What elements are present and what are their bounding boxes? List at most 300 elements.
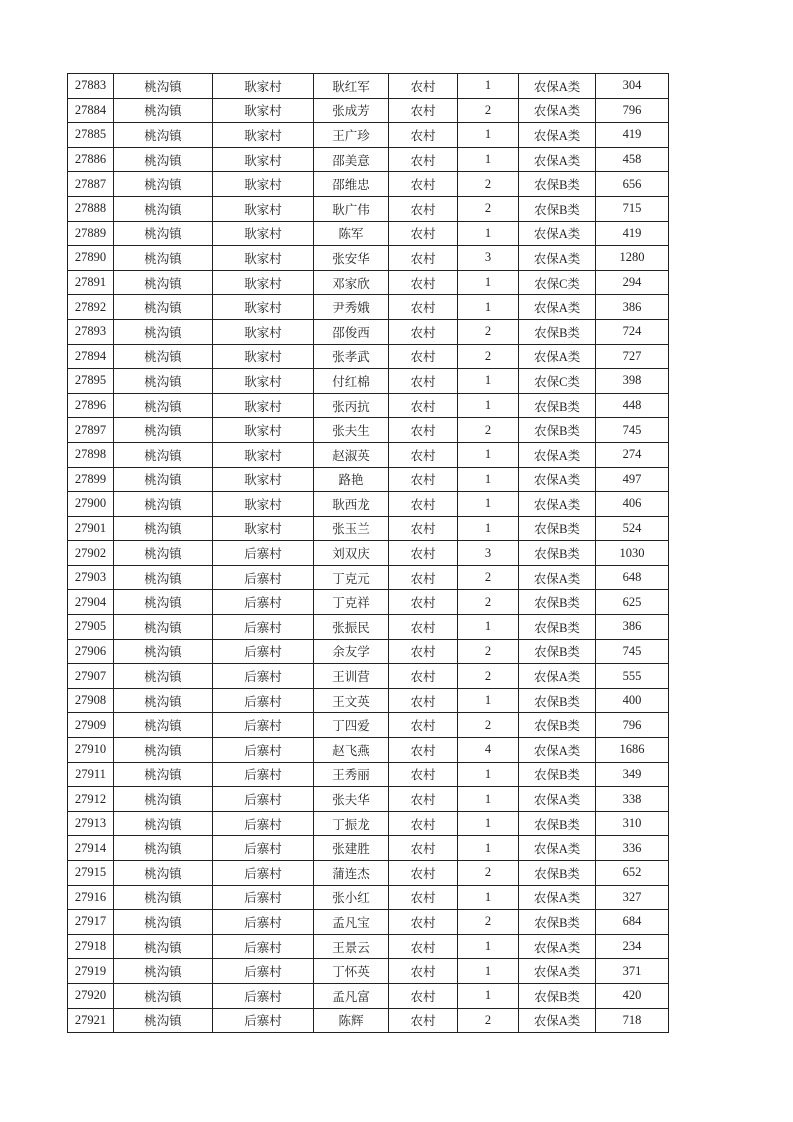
cell-amount: 727 — [596, 344, 669, 369]
cell-name: 余友学 — [314, 639, 389, 664]
cell-id: 27907 — [68, 664, 114, 689]
cell-type: 农村 — [389, 270, 458, 295]
cell-town: 桃沟镇 — [114, 147, 213, 172]
cell-village: 后寨村 — [213, 836, 314, 861]
cell-people: 1 — [458, 270, 519, 295]
cell-category: 农保A类 — [519, 885, 596, 910]
cell-name: 王广珍 — [314, 123, 389, 148]
cell-id: 27894 — [68, 344, 114, 369]
cell-village: 耿家村 — [213, 98, 314, 123]
cell-amount: 684 — [596, 910, 669, 935]
cell-id: 27915 — [68, 861, 114, 886]
table-row — [68, 541, 669, 566]
cell-people: 4 — [458, 738, 519, 763]
cell-name: 邵美意 — [314, 147, 389, 172]
table-row — [68, 590, 669, 615]
cell-id: 27920 — [68, 983, 114, 1008]
cell-category: 农保A类 — [519, 246, 596, 271]
cell-id: 27908 — [68, 688, 114, 713]
cell-town: 桃沟镇 — [114, 590, 213, 615]
cell-id: 27918 — [68, 934, 114, 959]
cell-id: 27895 — [68, 369, 114, 394]
cell-village: 后寨村 — [213, 910, 314, 935]
cell-name: 张玉兰 — [314, 516, 389, 541]
cell-amount: 448 — [596, 393, 669, 418]
cell-name: 张安华 — [314, 246, 389, 271]
cell-name: 丁四爱 — [314, 713, 389, 738]
cell-amount: 1280 — [596, 246, 669, 271]
table-row — [68, 762, 669, 787]
cell-town: 桃沟镇 — [114, 934, 213, 959]
cell-type: 农村 — [389, 98, 458, 123]
cell-village: 耿家村 — [213, 74, 314, 99]
cell-amount: 419 — [596, 123, 669, 148]
cell-id: 27886 — [68, 147, 114, 172]
cell-category: 农保A类 — [519, 738, 596, 763]
cell-amount: 458 — [596, 147, 669, 172]
cell-town: 桃沟镇 — [114, 442, 213, 467]
cell-id: 27893 — [68, 319, 114, 344]
cell-id: 27888 — [68, 196, 114, 221]
cell-name: 张成芳 — [314, 98, 389, 123]
cell-type: 农村 — [389, 688, 458, 713]
cell-amount: 386 — [596, 615, 669, 640]
cell-amount: 406 — [596, 492, 669, 517]
cell-id: 27890 — [68, 246, 114, 271]
cell-type: 农村 — [389, 836, 458, 861]
cell-type: 农村 — [389, 74, 458, 99]
cell-category: 农保A类 — [519, 74, 596, 99]
cell-name: 耿红军 — [314, 74, 389, 99]
cell-name: 王秀丽 — [314, 762, 389, 787]
cell-town: 桃沟镇 — [114, 885, 213, 910]
cell-village: 后寨村 — [213, 738, 314, 763]
cell-id: 27911 — [68, 762, 114, 787]
cell-category: 农保B类 — [519, 590, 596, 615]
cell-category: 农保A类 — [519, 934, 596, 959]
cell-id: 27916 — [68, 885, 114, 910]
cell-village: 耿家村 — [213, 467, 314, 492]
cell-town: 桃沟镇 — [114, 565, 213, 590]
cell-type: 农村 — [389, 295, 458, 320]
cell-village: 后寨村 — [213, 787, 314, 812]
cell-people: 1 — [458, 983, 519, 1008]
cell-name: 邵维忠 — [314, 172, 389, 197]
cell-name: 孟凡富 — [314, 983, 389, 1008]
cell-name: 王景云 — [314, 934, 389, 959]
cell-category: 农保A类 — [519, 565, 596, 590]
table-row — [68, 319, 669, 344]
cell-category: 农保B类 — [519, 393, 596, 418]
cell-type: 农村 — [389, 910, 458, 935]
cell-category: 农保B类 — [519, 762, 596, 787]
cell-type: 农村 — [389, 541, 458, 566]
cell-id: 27903 — [68, 565, 114, 590]
cell-id: 27896 — [68, 393, 114, 418]
cell-name: 张夫华 — [314, 787, 389, 812]
cell-people: 1 — [458, 147, 519, 172]
cell-people: 2 — [458, 565, 519, 590]
cell-village: 后寨村 — [213, 541, 314, 566]
cell-town: 桃沟镇 — [114, 172, 213, 197]
cell-village: 后寨村 — [213, 885, 314, 910]
cell-town: 桃沟镇 — [114, 344, 213, 369]
cell-type: 农村 — [389, 123, 458, 148]
table-row — [68, 147, 669, 172]
cell-id: 27906 — [68, 639, 114, 664]
cell-type: 农村 — [389, 959, 458, 984]
cell-name: 张夫生 — [314, 418, 389, 443]
cell-type: 农村 — [389, 639, 458, 664]
cell-people: 1 — [458, 615, 519, 640]
cell-amount: 648 — [596, 565, 669, 590]
cell-type: 农村 — [389, 664, 458, 689]
cell-category: 农保C类 — [519, 270, 596, 295]
table-row — [68, 418, 669, 443]
cell-town: 桃沟镇 — [114, 983, 213, 1008]
cell-amount: 234 — [596, 934, 669, 959]
cell-village: 后寨村 — [213, 959, 314, 984]
cell-people: 2 — [458, 910, 519, 935]
cell-town: 桃沟镇 — [114, 369, 213, 394]
cell-amount: 327 — [596, 885, 669, 910]
cell-town: 桃沟镇 — [114, 196, 213, 221]
cell-id: 27885 — [68, 123, 114, 148]
cell-id: 27913 — [68, 811, 114, 836]
cell-category: 农保B类 — [519, 688, 596, 713]
cell-category: 农保A类 — [519, 147, 596, 172]
table-row — [68, 811, 669, 836]
cell-id: 27884 — [68, 98, 114, 123]
cell-type: 农村 — [389, 492, 458, 517]
cell-village: 耿家村 — [213, 123, 314, 148]
cell-id: 27898 — [68, 442, 114, 467]
cell-type: 农村 — [389, 934, 458, 959]
cell-village: 耿家村 — [213, 442, 314, 467]
cell-id: 27905 — [68, 615, 114, 640]
cell-id: 27887 — [68, 172, 114, 197]
cell-people: 2 — [458, 590, 519, 615]
cell-people: 1 — [458, 516, 519, 541]
cell-people: 1 — [458, 934, 519, 959]
cell-town: 桃沟镇 — [114, 221, 213, 246]
cell-type: 农村 — [389, 393, 458, 418]
cell-town: 桃沟镇 — [114, 639, 213, 664]
cell-town: 桃沟镇 — [114, 1008, 213, 1033]
cell-town: 桃沟镇 — [114, 74, 213, 99]
cell-people: 1 — [458, 688, 519, 713]
cell-village: 后寨村 — [213, 639, 314, 664]
cell-type: 农村 — [389, 172, 458, 197]
cell-category: 农保A类 — [519, 442, 596, 467]
table-row — [68, 98, 669, 123]
table-row — [68, 1008, 669, 1033]
table-row — [68, 467, 669, 492]
cell-name: 邵俊西 — [314, 319, 389, 344]
cell-amount: 724 — [596, 319, 669, 344]
cell-category: 农保B类 — [519, 615, 596, 640]
cell-type: 农村 — [389, 221, 458, 246]
cell-type: 农村 — [389, 787, 458, 812]
cell-name: 王训营 — [314, 664, 389, 689]
cell-town: 桃沟镇 — [114, 910, 213, 935]
cell-category: 农保B类 — [519, 639, 596, 664]
cell-type: 农村 — [389, 147, 458, 172]
cell-amount: 371 — [596, 959, 669, 984]
cell-town: 桃沟镇 — [114, 516, 213, 541]
cell-amount: 656 — [596, 172, 669, 197]
table-row — [68, 492, 669, 517]
cell-people: 1 — [458, 74, 519, 99]
cell-amount: 625 — [596, 590, 669, 615]
cell-village: 耿家村 — [213, 492, 314, 517]
table-row — [68, 221, 669, 246]
cell-people: 2 — [458, 344, 519, 369]
cell-name: 邓家欣 — [314, 270, 389, 295]
cell-name: 赵淑英 — [314, 442, 389, 467]
cell-people: 1 — [458, 762, 519, 787]
cell-category: 农保A类 — [519, 1008, 596, 1033]
cell-type: 农村 — [389, 442, 458, 467]
cell-people: 2 — [458, 98, 519, 123]
cell-id: 27891 — [68, 270, 114, 295]
table-row — [68, 664, 669, 689]
cell-people: 1 — [458, 221, 519, 246]
cell-people: 1 — [458, 836, 519, 861]
cell-name: 赵飞燕 — [314, 738, 389, 763]
cell-type: 农村 — [389, 196, 458, 221]
table-row — [68, 615, 669, 640]
cell-name: 丁怀英 — [314, 959, 389, 984]
cell-people: 2 — [458, 664, 519, 689]
cell-people: 2 — [458, 713, 519, 738]
table-row — [68, 246, 669, 271]
cell-category: 农保B类 — [519, 418, 596, 443]
cell-amount: 336 — [596, 836, 669, 861]
cell-category: 农保A类 — [519, 295, 596, 320]
cell-type: 农村 — [389, 565, 458, 590]
cell-amount: 524 — [596, 516, 669, 541]
cell-town: 桃沟镇 — [114, 738, 213, 763]
subsidy-table — [67, 73, 669, 1033]
cell-name: 付红棉 — [314, 369, 389, 394]
cell-village: 耿家村 — [213, 246, 314, 271]
cell-people: 2 — [458, 861, 519, 886]
cell-name: 丁振龙 — [314, 811, 389, 836]
cell-town: 桃沟镇 — [114, 246, 213, 271]
cell-category: 农保A类 — [519, 467, 596, 492]
cell-village: 耿家村 — [213, 344, 314, 369]
cell-town: 桃沟镇 — [114, 861, 213, 886]
cell-category: 农保A类 — [519, 836, 596, 861]
cell-name: 蒲连杰 — [314, 861, 389, 886]
cell-category: 农保C类 — [519, 369, 596, 394]
cell-amount: 796 — [596, 98, 669, 123]
cell-town: 桃沟镇 — [114, 467, 213, 492]
cell-id: 27910 — [68, 738, 114, 763]
cell-town: 桃沟镇 — [114, 393, 213, 418]
cell-people: 1 — [458, 442, 519, 467]
cell-village: 耿家村 — [213, 516, 314, 541]
cell-village: 后寨村 — [213, 983, 314, 1008]
cell-type: 农村 — [389, 738, 458, 763]
cell-category: 农保A类 — [519, 787, 596, 812]
cell-name: 耿广伟 — [314, 196, 389, 221]
cell-amount: 338 — [596, 787, 669, 812]
cell-people: 1 — [458, 885, 519, 910]
cell-id: 27912 — [68, 787, 114, 812]
table-body — [68, 74, 669, 1033]
cell-id: 27901 — [68, 516, 114, 541]
cell-town: 桃沟镇 — [114, 811, 213, 836]
cell-category: 农保B类 — [519, 172, 596, 197]
cell-town: 桃沟镇 — [114, 98, 213, 123]
cell-category: 农保B类 — [519, 196, 596, 221]
table-row — [68, 344, 669, 369]
cell-name: 刘双庆 — [314, 541, 389, 566]
cell-people: 3 — [458, 541, 519, 566]
cell-id: 27909 — [68, 713, 114, 738]
table-row — [68, 295, 669, 320]
table-row — [68, 565, 669, 590]
cell-id: 27883 — [68, 74, 114, 99]
cell-village: 后寨村 — [213, 861, 314, 886]
cell-category: 农保B类 — [519, 910, 596, 935]
cell-village: 耿家村 — [213, 172, 314, 197]
cell-people: 2 — [458, 1008, 519, 1033]
cell-amount: 304 — [596, 74, 669, 99]
cell-type: 农村 — [389, 1008, 458, 1033]
cell-amount: 310 — [596, 811, 669, 836]
cell-amount: 349 — [596, 762, 669, 787]
cell-amount: 1030 — [596, 541, 669, 566]
cell-amount: 419 — [596, 221, 669, 246]
cell-people: 2 — [458, 418, 519, 443]
cell-village: 耿家村 — [213, 221, 314, 246]
cell-people: 2 — [458, 196, 519, 221]
cell-village: 耿家村 — [213, 196, 314, 221]
cell-id: 27917 — [68, 910, 114, 935]
cell-name: 丁克元 — [314, 565, 389, 590]
cell-town: 桃沟镇 — [114, 270, 213, 295]
cell-people: 3 — [458, 246, 519, 271]
cell-name: 路艳 — [314, 467, 389, 492]
cell-town: 桃沟镇 — [114, 664, 213, 689]
cell-village: 后寨村 — [213, 615, 314, 640]
cell-type: 农村 — [389, 467, 458, 492]
cell-village: 后寨村 — [213, 565, 314, 590]
table-row — [68, 885, 669, 910]
cell-name: 耿西龙 — [314, 492, 389, 517]
cell-town: 桃沟镇 — [114, 418, 213, 443]
cell-category: 农保A类 — [519, 123, 596, 148]
cell-people: 1 — [458, 492, 519, 517]
cell-town: 桃沟镇 — [114, 492, 213, 517]
cell-id: 27914 — [68, 836, 114, 861]
cell-village: 耿家村 — [213, 270, 314, 295]
table-row — [68, 172, 669, 197]
cell-type: 农村 — [389, 861, 458, 886]
cell-category: 农保B类 — [519, 861, 596, 886]
cell-name: 王文英 — [314, 688, 389, 713]
table-row — [68, 910, 669, 935]
cell-type: 农村 — [389, 885, 458, 910]
cell-category: 农保B类 — [519, 983, 596, 1008]
cell-village: 后寨村 — [213, 688, 314, 713]
cell-id: 27900 — [68, 492, 114, 517]
cell-town: 桃沟镇 — [114, 319, 213, 344]
cell-name: 丁克祥 — [314, 590, 389, 615]
cell-people: 2 — [458, 639, 519, 664]
cell-id: 27897 — [68, 418, 114, 443]
table-row — [68, 983, 669, 1008]
cell-town: 桃沟镇 — [114, 123, 213, 148]
cell-name: 陈辉 — [314, 1008, 389, 1033]
cell-category: 农保B类 — [519, 811, 596, 836]
cell-village: 后寨村 — [213, 590, 314, 615]
cell-town: 桃沟镇 — [114, 959, 213, 984]
cell-town: 桃沟镇 — [114, 615, 213, 640]
cell-people: 1 — [458, 959, 519, 984]
cell-category: 农保B类 — [519, 516, 596, 541]
table-row — [68, 393, 669, 418]
cell-village: 后寨村 — [213, 811, 314, 836]
cell-town: 桃沟镇 — [114, 688, 213, 713]
cell-amount: 274 — [596, 442, 669, 467]
table-row — [68, 861, 669, 886]
cell-amount: 652 — [596, 861, 669, 886]
cell-id: 27889 — [68, 221, 114, 246]
cell-amount: 400 — [596, 688, 669, 713]
cell-name: 张丙抗 — [314, 393, 389, 418]
table-row — [68, 442, 669, 467]
table-row — [68, 74, 669, 99]
cell-id: 27921 — [68, 1008, 114, 1033]
cell-village: 耿家村 — [213, 319, 314, 344]
cell-village: 后寨村 — [213, 762, 314, 787]
cell-category: 农保A类 — [519, 664, 596, 689]
cell-name: 陈军 — [314, 221, 389, 246]
cell-id: 27902 — [68, 541, 114, 566]
cell-town: 桃沟镇 — [114, 787, 213, 812]
cell-name: 孟凡宝 — [314, 910, 389, 935]
table-row — [68, 369, 669, 394]
cell-category: 农保A类 — [519, 959, 596, 984]
cell-id: 27892 — [68, 295, 114, 320]
cell-amount: 1686 — [596, 738, 669, 763]
cell-village: 后寨村 — [213, 934, 314, 959]
cell-type: 农村 — [389, 319, 458, 344]
table-row — [68, 516, 669, 541]
table-row — [68, 196, 669, 221]
cell-type: 农村 — [389, 369, 458, 394]
cell-type: 农村 — [389, 246, 458, 271]
cell-people: 2 — [458, 172, 519, 197]
cell-people: 1 — [458, 787, 519, 812]
cell-amount: 386 — [596, 295, 669, 320]
cell-category: 农保A类 — [519, 98, 596, 123]
cell-amount: 420 — [596, 983, 669, 1008]
cell-category: 农保B类 — [519, 541, 596, 566]
cell-village: 耿家村 — [213, 147, 314, 172]
cell-amount: 398 — [596, 369, 669, 394]
cell-type: 农村 — [389, 590, 458, 615]
table-row — [68, 738, 669, 763]
cell-people: 1 — [458, 123, 519, 148]
cell-category: 农保A类 — [519, 492, 596, 517]
cell-village: 耿家村 — [213, 418, 314, 443]
table-row — [68, 713, 669, 738]
